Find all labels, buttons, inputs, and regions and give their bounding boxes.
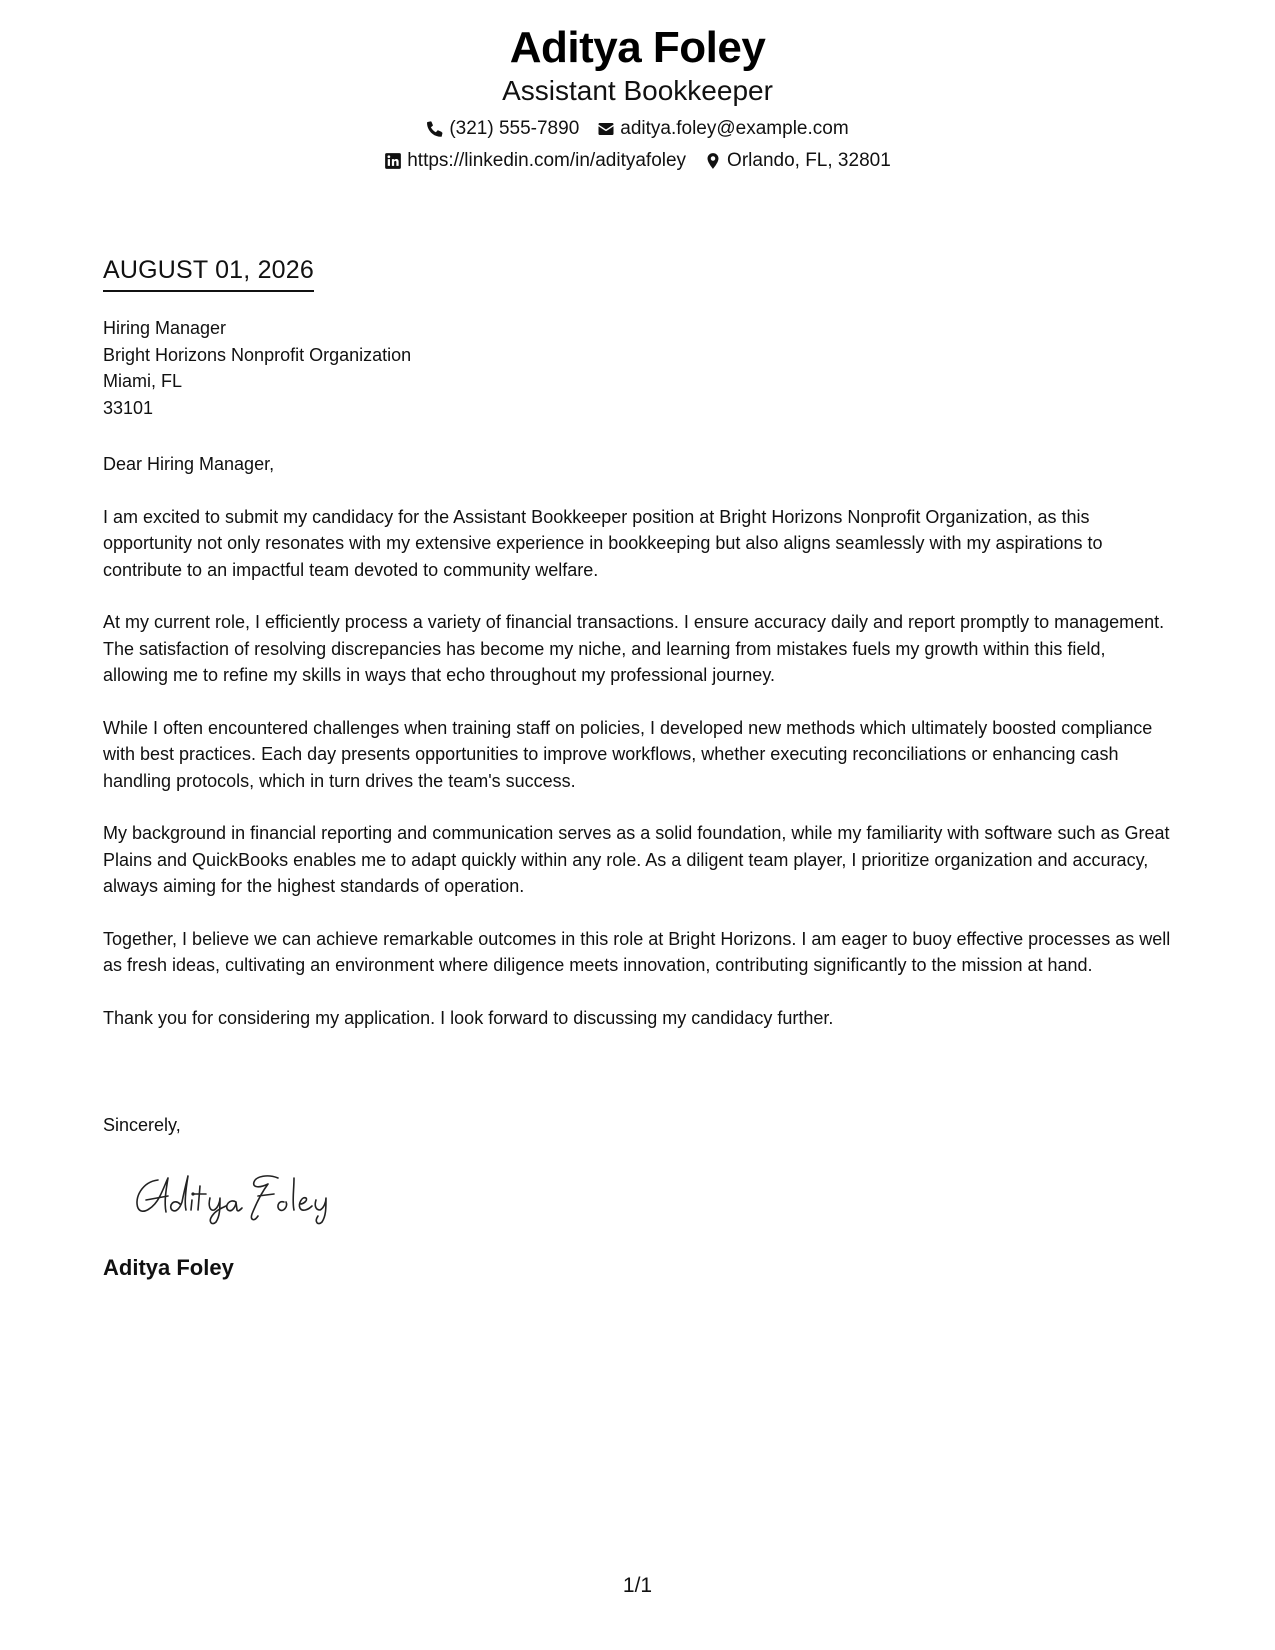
salutation: Dear Hiring Manager, xyxy=(103,454,275,474)
body-paragraph: Together, I believe we can achieve remarkable outcomes in this role at Bright Horizons. I am eager to buoy effective processes as well as fresh ideas, cultivating an environment where diligence meets innovation, contributing significantly to the mission at hand. xyxy=(103,928,1171,975)
recipient-address xyxy=(103,315,411,421)
email-address[interactable]: aditya.foley@example.com xyxy=(620,118,849,139)
applicant-name: Aditya Foley xyxy=(509,23,766,72)
body-paragraph: While I often encountered challenges when training staff on policies, I developed new methods which ultimately boosted compliance with best practices. Each day presents opportunities to improve workflows, whether executing reconciliations or enhancing cash handling protocols, which in turn drives the team's success. xyxy=(103,717,1153,791)
contact-location xyxy=(704,149,891,173)
body-paragraph: I am excited to submit my candidacy for the Assistant Bookkeeper position at Bright Horizons Nonprofit Organization, as this opportunity not only resonates with my extensive experience in bookkeeping but also aligns seamlessly with my aspirations to contribute to an impactful team devoted to community welfare. xyxy=(103,506,1103,580)
letter-body xyxy=(103,451,1173,1057)
contact-row-primary xyxy=(0,117,1275,141)
applicant-title: Assistant Bookkeeper xyxy=(502,75,773,106)
linkedin-url[interactable]: https://linkedin.com/in/adityafoley xyxy=(407,150,687,171)
page-number: 1/1 xyxy=(622,1574,653,1597)
body-paragraph: Thank you for considering my application. I look forward to discussing my candidacy further. xyxy=(103,1007,834,1028)
letter-date: AUGUST 01, 2026 xyxy=(103,254,314,292)
envelope-icon xyxy=(597,120,615,138)
phone-icon xyxy=(426,120,444,138)
recipient-city: Miami, FL xyxy=(103,371,183,391)
contact-email xyxy=(597,117,848,141)
letter-header xyxy=(0,22,1275,173)
signer-name: Aditya Foley xyxy=(103,1255,234,1280)
map-marker-icon xyxy=(704,152,722,170)
phone-number[interactable]: (321) 555-7890 xyxy=(449,118,580,139)
closing: Sincerely, xyxy=(103,1115,181,1135)
letter-date-block xyxy=(103,254,314,292)
recipient-organization: Bright Horizons Nonprofit Organization xyxy=(103,344,412,365)
recipient-name: Hiring Manager xyxy=(103,318,227,338)
contact-row-secondary xyxy=(0,149,1275,173)
body-paragraph: My background in financial reporting and communication serves as a solid foundation, while my familiarity with software such as Great Plains and QuickBooks enables me to adapt quickly within any role. As a diligent team player, I prioritize organization and accuracy, always aiming for the highest standards of operation. xyxy=(103,823,1170,896)
contact-linkedin xyxy=(384,149,686,173)
body-paragraph: At my current role, I efficiently process a variety of financial transactions. I ensure accuracy daily and report promptly to management. The satisfaction of resolving discrepancies has become my niche, and learning from mistakes fuels my growth within this field, allowing me to refine my skills in ways that echo throughout my professional journey. xyxy=(103,612,1165,685)
linkedin-icon xyxy=(384,152,402,170)
recipient-zip: 33101 xyxy=(103,397,154,418)
handwritten-signature xyxy=(128,1158,348,1228)
location-text: Orlando, FL, 32801 xyxy=(727,150,891,171)
contact-phone xyxy=(426,117,579,141)
